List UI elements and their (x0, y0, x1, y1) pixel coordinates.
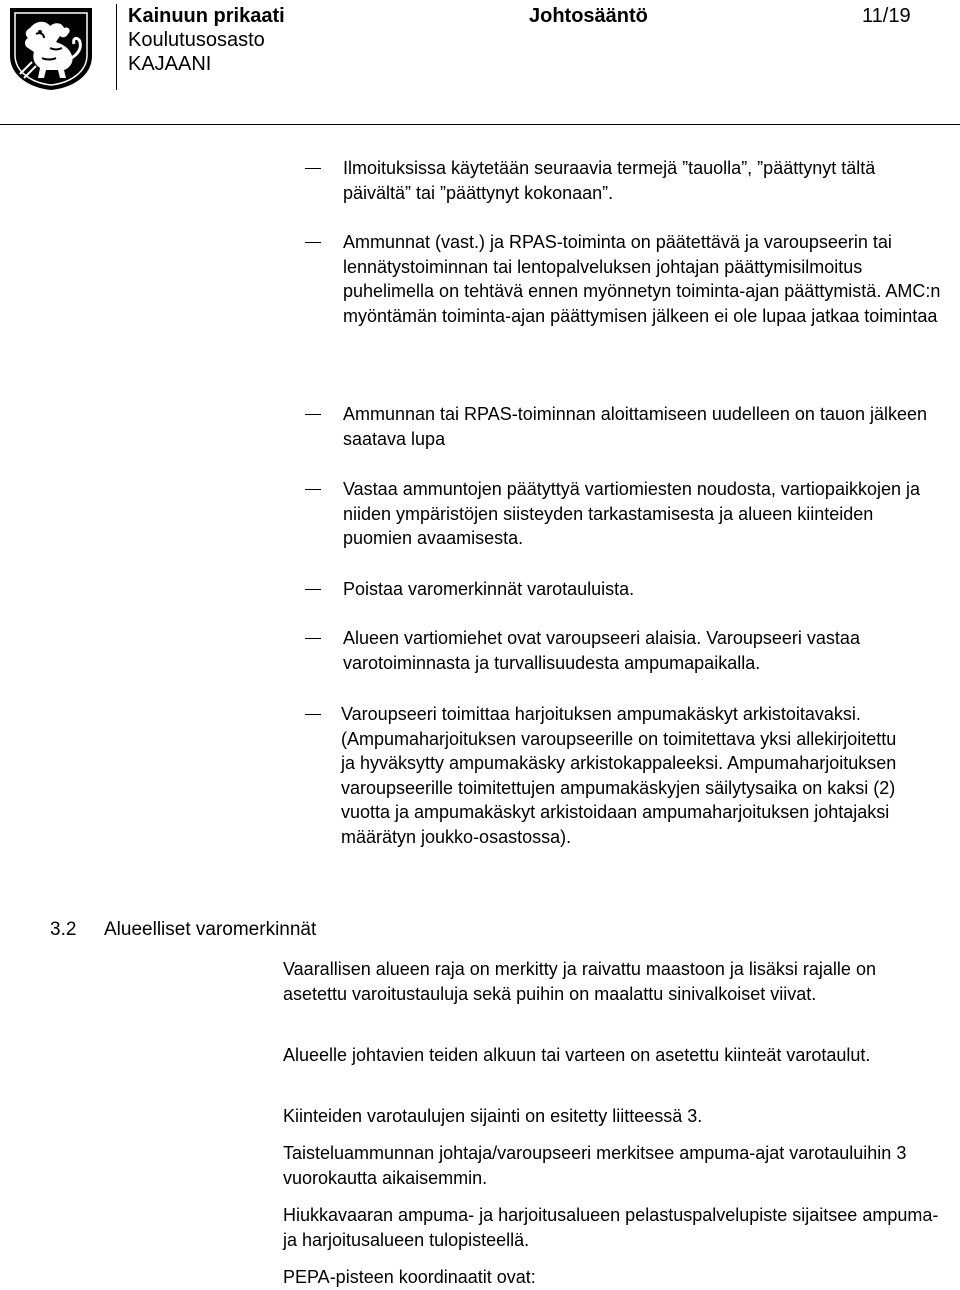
list-item-text: Varoupseeri toimittaa harjoituksen ampumakäskyt arkistoitavaksi. (Ampumaharjoituksen varoupseerille on toimitettava yksi allekirjoitettu ja hyväksytty ampumakäsky arkistokappaleeksi. Ampumaharjoituksen varoupseerille toimitettujen ampumakäskyjen säilytysaika on kaksi (2) vuotta ja ampumakäskyt arkistoidaan ampumaharjoituksen johtajaksi määrätyn joukko-osastossa). (341, 704, 897, 847)
paragraph: Alueelle johtavien teiden alkuun tai varteen on asetettu kiinteät varotaulut. (283, 1045, 871, 1065)
page-number: 11/19 (862, 5, 911, 27)
list-item (343, 402, 943, 451)
paragraph: Vaarallisen alueen raja on merkitty ja raivattu maastoon ja lisäksi rajalle on asetettu varoitustauluja sekä puihin on maalattu sinivalkoiset viivat. (283, 959, 876, 1004)
header-divider (116, 4, 117, 90)
city-name: KAJAANI (128, 53, 212, 75)
list-item-text: Ilmoituksissa käytetään seuraavia termejä ”tauolla”, ”päättynyt tältä päivältä” tai ”päättynyt kokonaan”. (343, 158, 876, 203)
dash-bullet (305, 414, 321, 415)
dash-bullet (305, 589, 321, 590)
list-item-text: Vastaa ammuntojen päätyttyä vartiomiesten noudosta, vartiopaikkojen ja niiden ympäristöjen siisteyden tarkastamisesta ja alueen kiinteiden puomien avaamisesta. (343, 479, 920, 548)
list-item (343, 577, 943, 602)
section-number: 3.2 (50, 919, 77, 940)
dash-bullet (305, 168, 321, 169)
list-item (343, 477, 943, 551)
unit-name: Koulutusosasto (128, 29, 265, 51)
list-item (343, 626, 943, 675)
dash-bullet (305, 242, 321, 243)
dash-bullet (305, 489, 321, 490)
paragraph: Hiukkavaaran ampuma- ja harjoitusalueen pelastuspalvelupiste sijaitsee ampuma- ja harjoitusalueen tulopisteellä. (283, 1205, 939, 1250)
list-item-text: Ammunnat (vast.) ja RPAS-toiminta on päätettävä ja varoupseerin tai lennätystoiminnan tai lentopalveluksen johtajan päättymisilmoitus puhelimella on tehtävä ennen myönnetyn toiminta-ajan päättymistä. AMC:n myöntämän toiminta-ajan päättymisen jälkeen ei ole lupaa jatkaa toimintaa (343, 232, 941, 326)
dash-bullet (305, 714, 321, 715)
document-type: Johtosääntö (529, 5, 648, 27)
header-rule (0, 124, 960, 125)
section-title: Alueelliset varomerkinnät (104, 919, 317, 940)
coat-of-arms-icon (6, 4, 96, 92)
paragraph: PEPA-pisteen koordinaatit ovat: (283, 1267, 536, 1287)
list-item (343, 230, 943, 328)
dash-bullet (305, 638, 321, 639)
paragraph: Taisteluammunnan johtaja/varoupseeri merkitsee ampuma-ajat varotauluihin 3 vuorokautta aikaisemmin. (283, 1143, 907, 1188)
list-item (343, 156, 943, 205)
list-item-text: Poistaa varomerkinnät varotauluista. (343, 579, 635, 599)
list-item (341, 702, 901, 849)
list-item-text: Ammunnan tai RPAS-toiminnan aloittamiseen uudelleen on tauon jälkeen saatava lupa (343, 404, 928, 449)
paragraph: Kiinteiden varotaulujen sijainti on esitetty liitteessä 3. (283, 1106, 703, 1126)
organization-name: Kainuun prikaati (128, 5, 285, 27)
list-item-text: Alueen vartiomiehet ovat varoupseeri alaisia. Varoupseeri vastaa varotoiminnasta ja turvallisuudesta ampumapaikalla. (343, 628, 860, 673)
